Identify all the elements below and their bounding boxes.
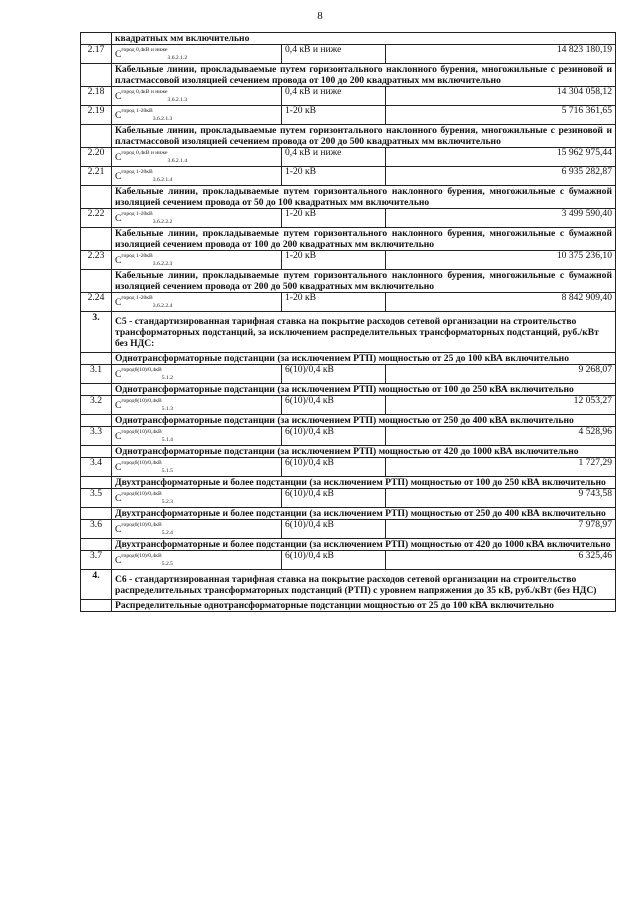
rate-symbol: C: [115, 462, 122, 473]
row-number: [81, 446, 112, 458]
row-number: 2.18: [81, 87, 112, 106]
voltage-level: 6(10)/0,4 кВ: [282, 365, 386, 384]
row-number: 2.20: [81, 148, 112, 167]
rate-value: 9 268,07: [386, 365, 616, 384]
category-description: Кабельные линии, прокладываемые путем горизонтального наклонного бурения, многожильные с резиновой и пластмассовой изоляцией сечением провода от 200 до 500 квадратных мм включительно: [112, 125, 616, 148]
rate-code: [112, 427, 282, 446]
rate-value: 12 053,27: [386, 396, 616, 415]
rate-symbol: C: [115, 91, 122, 102]
rate-code: [112, 293, 282, 312]
rate-symbol: C: [115, 213, 122, 224]
description-row: [81, 384, 616, 396]
rate-superscript: город6(10)/0,4кВ: [121, 460, 162, 466]
row-number: 4.: [81, 570, 112, 600]
rate-superscript: город6(10)/0,4кВ: [121, 491, 162, 497]
category-description: Двухтрансформаторные и более подстанции (за исключением РТП) мощностью от 100 до 250 кВА включительно: [112, 477, 616, 489]
voltage-level: 6(10)/0,4 кВ: [282, 396, 386, 415]
rate-subscript: 3.6.2.2.4: [152, 303, 173, 309]
category-description: Однотрансформаторные подстанции (за исключением РТП) мощностью от 250 до 400 кВА включительно: [112, 415, 616, 427]
table-row: [81, 458, 616, 477]
section-heading: С6 - стандартизированная тарифная ставка на покрытие расходов сетевой организации на строительство распределительных трансформаторных подстанций (РТП) с уровнем напряжения до 35 кВ, руб./кВт (без НДС): [112, 570, 616, 600]
rate-superscript: город6(10)/0,4кВ: [121, 553, 162, 559]
category-description: Однотрансформаторные подстанции (за исключением РТП) мощностью от 25 до 100 кВА включительно: [112, 353, 616, 365]
voltage-level: 6(10)/0,4 кВ: [282, 458, 386, 477]
row-number: 3.: [81, 312, 112, 353]
description-row: [81, 508, 616, 520]
rate-code: [112, 106, 282, 125]
description-row: [81, 446, 616, 458]
rate-symbol: C: [115, 524, 122, 535]
row-number: [81, 384, 112, 396]
rate-subscript: 3.6.2.2.2: [152, 219, 173, 225]
table-row: [81, 427, 616, 446]
rate-code: [112, 365, 282, 384]
rate-symbol: C: [115, 49, 122, 60]
voltage-level: 1-20 кВ: [282, 251, 386, 270]
rate-symbol: C: [115, 431, 122, 442]
rate-symbol: C: [115, 555, 122, 566]
rate-superscript: город6(10)/0,4кВ: [121, 429, 162, 435]
voltage-level: 6(10)/0,4 кВ: [282, 427, 386, 446]
rate-subscript: 3.6.2.2.3: [152, 261, 173, 267]
category-description: Однотрансформаторные подстанции (за исключением РТП) мощностью от 420 до 1000 кВА включительно: [112, 446, 616, 458]
rate-subscript: 3.6.2.1.2: [167, 55, 188, 61]
row-number: [81, 33, 112, 45]
description-row: [81, 353, 616, 365]
rate-value: 14 304 058,12: [386, 87, 616, 106]
rate-superscript: город 1-20кВ: [121, 108, 153, 114]
rate-symbol: C: [115, 369, 122, 380]
rate-value: 3 499 590,40: [386, 209, 616, 228]
rate-superscript: город 1-20кВ: [121, 169, 153, 175]
section-row: [81, 570, 616, 600]
rate-code: [112, 551, 282, 570]
rate-value: 8 842 909,40: [386, 293, 616, 312]
description-row: [81, 228, 616, 251]
table-row: [81, 551, 616, 570]
voltage-level: 6(10)/0,4 кВ: [282, 551, 386, 570]
category-description: квадратных мм включительно: [112, 33, 616, 45]
rate-code: [112, 458, 282, 477]
rate-superscript: город 1-20кВ: [121, 253, 153, 259]
rate-code: [112, 520, 282, 539]
table-row: [81, 87, 616, 106]
description-row: [81, 415, 616, 427]
rate-symbol: C: [115, 400, 122, 411]
rate-code: [112, 45, 282, 64]
rate-superscript: город6(10)/0,4кВ: [121, 522, 162, 528]
table-row: [81, 293, 616, 312]
rate-code: [112, 148, 282, 167]
tariff-table: [80, 32, 616, 612]
rate-superscript: город 0,4кВ и ниже: [121, 150, 168, 156]
row-number: [81, 64, 112, 87]
category-description: Однотрансформаторные подстанции (за исключением РТП) мощностью от 100 до 250 кВА включительно: [112, 384, 616, 396]
row-number: 3.4: [81, 458, 112, 477]
category-description: Кабельные линии, прокладываемые путем горизонтального наклонного бурения, многожильные с бумажной изоляцией сечением провода от 200 до 500 квадратных мм включительно: [112, 270, 616, 293]
rate-value: 14 823 180,19: [386, 45, 616, 64]
voltage-level: 6(10)/0,4 кВ: [282, 520, 386, 539]
description-row: [81, 33, 616, 45]
rate-value: 5 716 361,65: [386, 106, 616, 125]
description-row: [81, 600, 616, 612]
rate-subscript: 5.2.3: [161, 499, 173, 505]
row-number: 3.7: [81, 551, 112, 570]
row-number: [81, 539, 112, 551]
rate-subscript: 3.6.2.1.3: [152, 116, 173, 122]
rate-subscript: 5.1.5: [161, 468, 173, 474]
table-row: [81, 396, 616, 415]
row-number: [81, 125, 112, 148]
rate-symbol: C: [115, 255, 122, 266]
row-number: 2.17: [81, 45, 112, 64]
row-number: 2.19: [81, 106, 112, 125]
rate-code: [112, 167, 282, 186]
rate-subscript: 3.6.2.1.4: [167, 158, 188, 164]
rate-code: [112, 489, 282, 508]
row-number: 3.3: [81, 427, 112, 446]
category-description: Кабельные линии, прокладываемые путем горизонтального наклонного бурения, многожильные с бумажной изоляцией сечением провода от 100 до 200 квадратных мм включительно: [112, 228, 616, 251]
rate-superscript: город6(10)/0,4кВ: [121, 398, 162, 404]
rate-value: 6 325,46: [386, 551, 616, 570]
row-number: [81, 415, 112, 427]
rate-subscript: 3.6.2.1.4: [152, 177, 173, 183]
rate-value: 7 978,97: [386, 520, 616, 539]
voltage-level: 1-20 кВ: [282, 167, 386, 186]
row-number: [81, 600, 112, 612]
table-row: [81, 45, 616, 64]
table-row: [81, 148, 616, 167]
rate-superscript: город 1-20кВ: [121, 211, 153, 217]
rate-value: 6 935 282,87: [386, 167, 616, 186]
description-row: [81, 477, 616, 489]
description-row: [81, 125, 616, 148]
page-number: 8: [317, 10, 323, 22]
rate-symbol: C: [115, 493, 122, 504]
row-number: [81, 477, 112, 489]
category-description: Двухтрансформаторные и более подстанции (за исключением РТП) мощностью от 250 до 400 кВА включительно: [112, 508, 616, 520]
table-row: [81, 251, 616, 270]
table-row: [81, 106, 616, 125]
description-row: [81, 270, 616, 293]
rate-symbol: C: [115, 171, 122, 182]
row-number: [81, 508, 112, 520]
category-description: Двухтрансформаторные и более подстанции (за исключением РТП) мощностью от 420 до 1000 кВА включительно: [112, 539, 616, 551]
row-number: [81, 353, 112, 365]
row-number: 2.24: [81, 293, 112, 312]
table-row: [81, 167, 616, 186]
rate-subscript: 5.2.5: [161, 561, 173, 567]
row-number: 2.22: [81, 209, 112, 228]
voltage-level: 0,4 кВ и ниже: [282, 45, 386, 64]
rate-value: 15 962 975,44: [386, 148, 616, 167]
rate-value: 1 727,29: [386, 458, 616, 477]
rate-code: [112, 209, 282, 228]
table-row: [81, 489, 616, 508]
voltage-level: 1-20 кВ: [282, 209, 386, 228]
row-number: 3.1: [81, 365, 112, 384]
rate-code: [112, 87, 282, 106]
voltage-level: 0,4 кВ и ниже: [282, 87, 386, 106]
rate-superscript: город6(10)/0,4кВ: [121, 367, 162, 373]
category-description: Распределительные однотрансформаторные подстанции мощностью от 25 до 100 кВА включительно: [112, 600, 616, 612]
section-heading: С5 - стандартизированная тарифная ставка на покрытие расходов сетевой организации на строительство трансформаторных подстанций, за исключением распределительных трансформаторных подстанций, руб./кВт без НДС:: [112, 312, 616, 353]
rate-subscript: 5.1.4: [161, 437, 173, 443]
voltage-level: 1-20 кВ: [282, 106, 386, 125]
rate-superscript: город 1-20кВ: [121, 295, 153, 301]
rate-symbol: C: [115, 152, 122, 163]
rate-subscript: 5.1.3: [161, 406, 173, 412]
table-row: [81, 365, 616, 384]
rate-code: [112, 251, 282, 270]
row-number: [81, 186, 112, 209]
row-number: 3.2: [81, 396, 112, 415]
row-number: [81, 228, 112, 251]
category-description: Кабельные линии, прокладываемые путем горизонтального наклонного бурения, многожильные с резиновой и пластмассовой изоляцией сечением провода от 100 до 200 квадратных мм включительно: [112, 64, 616, 87]
row-number: 3.5: [81, 489, 112, 508]
row-number: 2.21: [81, 167, 112, 186]
section-row: [81, 312, 616, 353]
rate-symbol: C: [115, 297, 122, 308]
rate-subscript: 3.6.2.1.3: [167, 97, 188, 103]
row-number: 2.23: [81, 251, 112, 270]
description-row: [81, 539, 616, 551]
voltage-level: 1-20 кВ: [282, 293, 386, 312]
voltage-level: 6(10)/0,4 кВ: [282, 489, 386, 508]
rate-superscript: город 0,4кВ и ниже: [121, 89, 168, 95]
rate-value: 4 528,96: [386, 427, 616, 446]
table-row: [81, 209, 616, 228]
row-number: [81, 270, 112, 293]
rate-value: 9 743,58: [386, 489, 616, 508]
row-number: 3.6: [81, 520, 112, 539]
rate-subscript: 5.2.4: [161, 530, 173, 536]
description-row: [81, 64, 616, 87]
rate-subscript: 5.1.2: [161, 375, 173, 381]
table-row: [81, 520, 616, 539]
description-row: [81, 186, 616, 209]
rate-symbol: C: [115, 110, 122, 121]
rate-value: 10 375 236,10: [386, 251, 616, 270]
rate-superscript: город 0,4кВ и ниже: [121, 47, 168, 53]
rate-code: [112, 396, 282, 415]
category-description: Кабельные линии, прокладываемые путем горизонтального наклонного бурения, многожильные с бумажной изоляцией сечением провода от 50 до 100 квадратных мм включительно: [112, 186, 616, 209]
voltage-level: 0,4 кВ и ниже: [282, 148, 386, 167]
